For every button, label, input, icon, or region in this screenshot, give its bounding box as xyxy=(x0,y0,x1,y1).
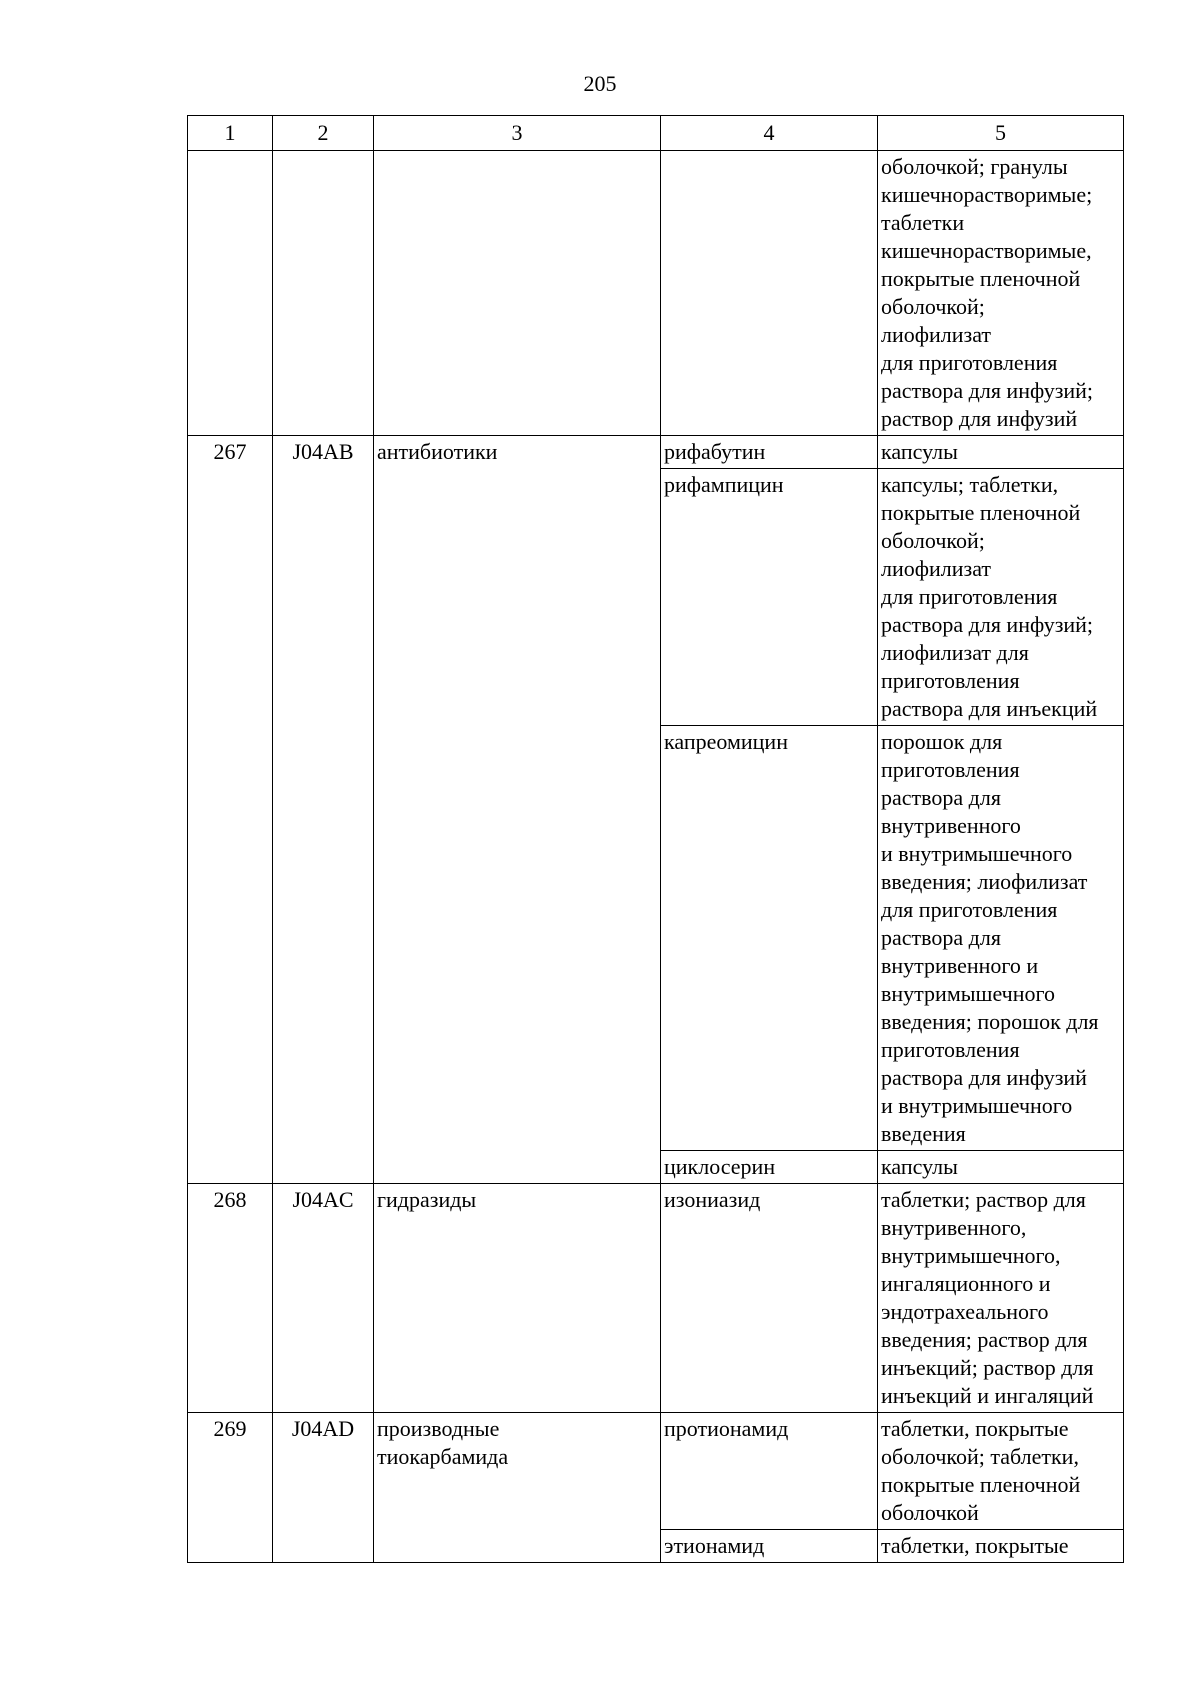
drug-cell: рифабутин xyxy=(661,436,878,469)
form-cell: порошок для приготовления раствора для внутривенного и внутримышечного введения; лиофилизат для приготовления раствора для внутривенного и внутримышечного введения; порошок для приготовления раствора для инфузий и внутримышечного введения xyxy=(878,726,1124,1151)
group-cell: антибиотики xyxy=(374,436,661,1184)
form-cell: капсулы xyxy=(878,436,1124,469)
drug-cell: протионамид xyxy=(661,1413,878,1530)
group-cell xyxy=(374,151,661,436)
drug-cell: капреомицин xyxy=(661,726,878,1151)
form-cell: капсулы xyxy=(878,1151,1124,1184)
drug-cell: циклосерин xyxy=(661,1151,878,1184)
code-cell: J04AD xyxy=(273,1413,374,1563)
code-cell: J04AB xyxy=(273,436,374,1184)
page-number: 205 xyxy=(583,71,617,96)
num-cell: 267 xyxy=(188,436,273,1184)
table-header-row xyxy=(188,116,1124,151)
group-cell: гидразиды xyxy=(374,1184,661,1413)
table-row xyxy=(188,1413,1124,1530)
form-cell: таблетки, покрытые оболочкой; таблетки, покрытые пленочной оболочкой xyxy=(878,1413,1124,1530)
form-cell: таблетки; раствор для внутривенного, внутримышечного, ингаляционного и эндотрахеального введения; раствор для инъекций; раствор для инъекций и ингаляций xyxy=(878,1184,1124,1413)
drug-cell: изониазид xyxy=(661,1184,878,1413)
code-cell: J04AC xyxy=(273,1184,374,1413)
header-cell: 5 xyxy=(878,116,1124,151)
table-row xyxy=(188,436,1124,469)
drug-cell: рифампицин xyxy=(661,469,878,726)
num-cell: 269 xyxy=(188,1413,273,1563)
header-cell: 4 xyxy=(661,116,878,151)
code-cell xyxy=(273,151,374,436)
form-cell: оболочкой; гранулы кишечнорастворимые; таблетки кишечнорастворимые, покрытые пленочной оболочкой; лиофилизат для приготовления раствора для инфузий; раствор для инфузий xyxy=(878,151,1124,436)
form-cell: капсулы; таблетки, покрытые пленочной оболочкой; лиофилизат для приготовления раствора для инфузий; лиофилизат для приготовления раствора для инъекций xyxy=(878,469,1124,726)
header-cell: 2 xyxy=(273,116,374,151)
num-cell: 268 xyxy=(188,1184,273,1413)
form-cell: таблетки, покрытые xyxy=(878,1530,1124,1563)
header-cell: 1 xyxy=(188,116,273,151)
drug-cell: этионамид xyxy=(661,1530,878,1563)
table-row xyxy=(188,151,1124,436)
header-cell: 3 xyxy=(374,116,661,151)
medication-table xyxy=(187,115,1124,1563)
num-cell xyxy=(188,151,273,436)
drug-cell xyxy=(661,151,878,436)
table-row xyxy=(188,1184,1124,1413)
group-cell: производные тиокарбамида xyxy=(374,1413,661,1563)
